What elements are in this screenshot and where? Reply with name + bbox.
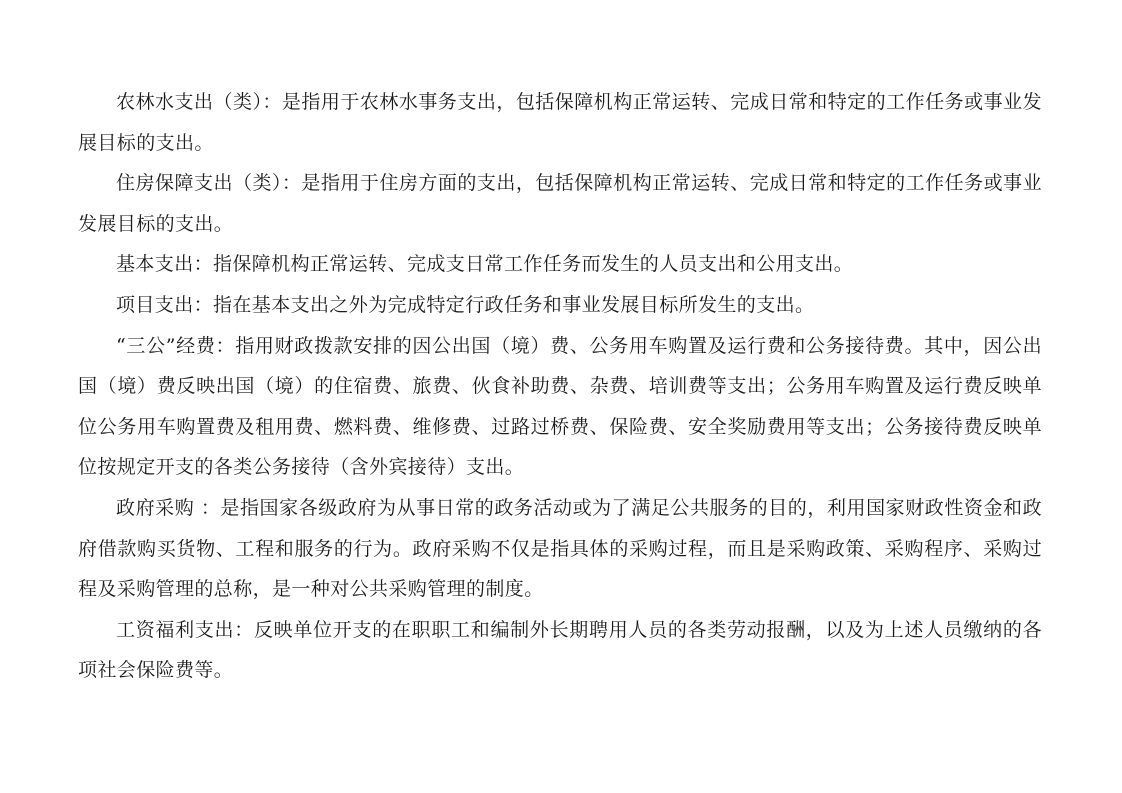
paragraph-government-procurement: 政府采购 ：是指国家各级政府为从事日常的政务活动或为了满足公共服务的目的，利用国家财政性资金和政府借款购买货物、工程和服务的行为。政府采购不仅是指具体的采购过程，而且是采购政策、采购程序、采购过程及采购管理的总称，是一种对公共采购管理的制度。: [78, 496, 1042, 601]
document-body: [78, 82, 1042, 691]
paragraph-project-expenditure: 项目支出：指在基本支出之外为完成特定行政任务和事业发展目标所发生的支出。: [116, 293, 815, 316]
paragraph-agriculture-expenditure: 农林水支出（类）：是指用于农林水事务支出，包括保障机构正常运转、完成日常和特定的工作任务或事业发展目标的支出。: [78, 91, 1042, 154]
paragraph-basic-expenditure: 基本支出：指保障机构正常运转、完成支日常工作任务而发生的人员支出和公用支出。: [116, 253, 854, 276]
paragraph-three-public-funds: “三公”经费：指用财政拨款安排的因公出国（境）费、公务用车购置及运行费和公务接待费。其中，因公出国（境）费反映出国（境）的住宿费、旅费、伙食补助费、杂费、培训费等支出；公务用车购置及运行费反映单位公务用车购置费及租用费、燃料费、维修费、过路过桥费、保险费、安全奖励费用等支出；公务接待费反映单位按规定开支的各类公务接待（含外宾接待）支出。: [78, 334, 1042, 479]
paragraph-housing-expenditure: 住房保障支出（类）：是指用于住房方面的支出，包括保障机构正常运转、完成日常和特定的工作任务或事业发展目标的支出。: [78, 172, 1042, 235]
paragraph-wages-benefits: 工资福利支出：反映单位开支的在职职工和编制外长期聘用人员的各类劳动报酬，以及为上述人员缴纳的各项社会保险费等。: [78, 618, 1042, 682]
